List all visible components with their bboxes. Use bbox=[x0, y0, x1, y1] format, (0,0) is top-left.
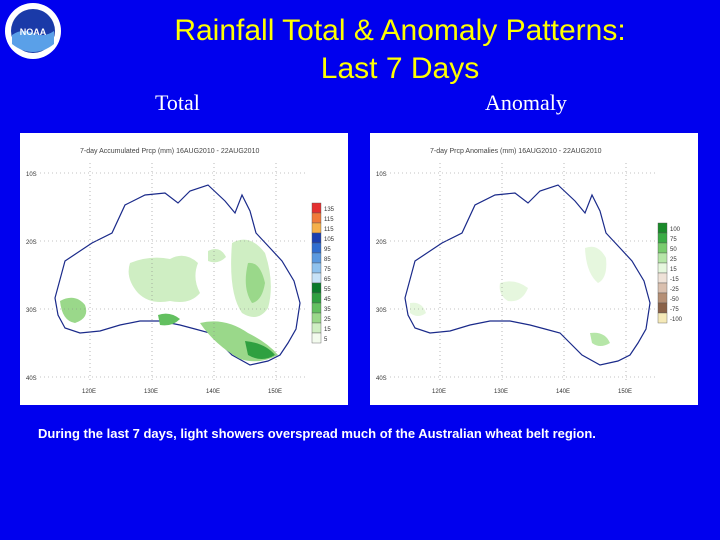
total-heading: Total bbox=[155, 90, 200, 115]
legend-label: 35 bbox=[324, 307, 331, 313]
legend-swatch bbox=[312, 333, 321, 343]
legend-label: -75 bbox=[670, 307, 679, 313]
noaa-logo bbox=[4, 2, 62, 60]
lon-label: 130E bbox=[144, 389, 159, 395]
legend-label: 15 bbox=[670, 267, 677, 273]
legend-label: 15 bbox=[324, 327, 331, 333]
legend-swatch bbox=[312, 253, 321, 263]
lat-label: 40S bbox=[26, 376, 37, 382]
legend-swatch bbox=[658, 283, 667, 293]
legend-label: 135 bbox=[324, 207, 335, 213]
legend-label: 75 bbox=[324, 267, 331, 273]
slide-title-line1: Rainfall Total & Anomaly Patterns: bbox=[174, 14, 626, 47]
legend-label: -50 bbox=[670, 297, 679, 303]
legend-label: 25 bbox=[324, 317, 331, 323]
total-rainfall-map bbox=[20, 133, 348, 405]
lat-label: 10S bbox=[26, 172, 37, 178]
legend-swatch bbox=[312, 213, 321, 223]
legend-label: -100 bbox=[670, 317, 683, 323]
legend-swatch bbox=[658, 253, 667, 263]
legend-label: 55 bbox=[324, 287, 331, 293]
legend-swatch bbox=[312, 203, 321, 213]
legend-swatch bbox=[312, 243, 321, 253]
caption-text: During the last 7 days, light showers overspread much of the Australian wheat belt region. bbox=[38, 426, 596, 441]
lon-label: 150E bbox=[618, 389, 633, 395]
legend-swatch bbox=[658, 303, 667, 313]
lat-label: 40S bbox=[376, 376, 387, 382]
legend-swatch bbox=[658, 273, 667, 283]
legend-label: 75 bbox=[670, 237, 677, 243]
legend-label: 105 bbox=[324, 237, 335, 243]
lon-label: 130E bbox=[494, 389, 509, 395]
legend-swatch bbox=[658, 233, 667, 243]
lat-label: 10S bbox=[376, 172, 387, 178]
legend-swatch bbox=[312, 323, 321, 333]
legend-label: -15 bbox=[670, 277, 679, 283]
legend-label: 85 bbox=[324, 257, 331, 263]
legend-swatch bbox=[312, 233, 321, 243]
legend-swatch bbox=[312, 313, 321, 323]
slide-title-line2: Last 7 Days bbox=[320, 52, 480, 85]
legend-swatch bbox=[312, 223, 321, 233]
lat-label: 20S bbox=[26, 240, 37, 246]
legend-swatch bbox=[312, 263, 321, 273]
legend-swatch bbox=[658, 223, 667, 233]
map-title: 7-day Prcp Anomalies (mm) 16AUG2010 - 22AUG2010 bbox=[430, 148, 602, 155]
lat-label: 20S bbox=[376, 240, 387, 246]
legend-swatch bbox=[312, 293, 321, 303]
legend-label: 115 bbox=[324, 217, 334, 223]
legend-swatch bbox=[312, 273, 321, 283]
color-legend bbox=[312, 203, 335, 343]
lat-label: 30S bbox=[26, 308, 37, 314]
legend-label: 45 bbox=[324, 297, 331, 303]
slide-title bbox=[80, 12, 720, 88]
legend-label: 25 bbox=[670, 257, 677, 263]
legend-swatch bbox=[658, 263, 667, 273]
map-title: 7-day Accumulated Prcp (mm) 16AUG2010 - 22AUG2010 bbox=[80, 148, 260, 155]
legend-swatch bbox=[312, 283, 321, 293]
legend-swatch bbox=[658, 293, 667, 303]
lon-label: 120E bbox=[82, 389, 97, 395]
legend-label: 65 bbox=[324, 277, 331, 283]
anomaly-heading: Anomaly bbox=[485, 90, 567, 115]
legend-label: 50 bbox=[670, 247, 677, 253]
legend-swatch bbox=[658, 313, 667, 323]
lon-label: 140E bbox=[206, 389, 221, 395]
legend-label: 100 bbox=[670, 227, 681, 233]
lon-label: 150E bbox=[268, 389, 283, 395]
anomaly-rainfall-map bbox=[370, 133, 698, 405]
legend-swatch bbox=[658, 243, 667, 253]
color-legend bbox=[658, 223, 683, 323]
lon-label: 140E bbox=[556, 389, 571, 395]
legend-label: -25 bbox=[670, 287, 679, 293]
legend-label: 115 bbox=[324, 227, 334, 233]
lon-label: 120E bbox=[432, 389, 447, 395]
legend-swatch bbox=[312, 303, 321, 313]
legend-label: 95 bbox=[324, 247, 331, 253]
legend-label: 5 bbox=[324, 337, 328, 343]
lat-label: 30S bbox=[376, 308, 387, 314]
svg-text:NOAA: NOAA bbox=[19, 27, 47, 37]
